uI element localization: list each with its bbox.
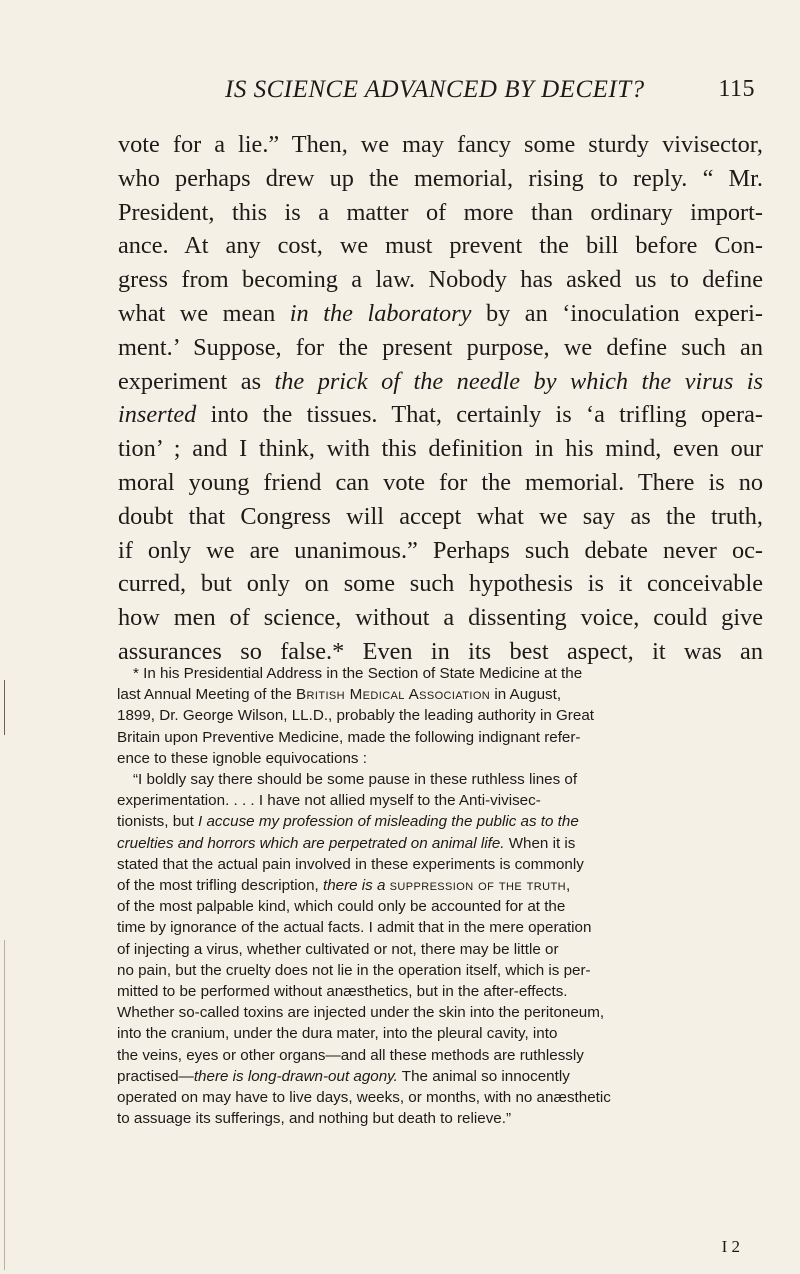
small-caps-run: suppression of the truth,	[389, 877, 571, 895]
footnote-line: Whether so-called toxins are injected under the skin into the peritoneum,	[117, 1004, 605, 1022]
italic-run: there is long-drawn-out agony.	[193, 1067, 398, 1085]
footnote-line: experimentation. . . . I have not allied myself to the Anti-vivisec-	[117, 792, 541, 810]
text-line: gress from becoming a law. Nobody has asked us to define	[118, 266, 763, 294]
footnote-line	[117, 875, 763, 896]
italic-run: in the laboratory	[289, 299, 472, 327]
text-line: moral young friend can vote for the memorial. There is no	[118, 468, 763, 496]
footnote-line	[117, 811, 763, 832]
footnote-line	[117, 1066, 763, 1087]
footnote-line: to assuage its sufferings, and nothing but death to relieve.”	[117, 1110, 512, 1128]
footnote	[117, 663, 763, 1129]
footnote-line: time by ignorance of the actual facts. I admit that in the mere operation	[117, 919, 592, 937]
text-run: last Annual Meeting of the	[117, 686, 296, 704]
text-line	[118, 365, 763, 399]
footnote-line	[117, 833, 763, 854]
footnote-line: * In his Presidential Address in the Section of State Medicine at the	[133, 665, 583, 682]
footnote-line: the veins, eyes or other organs—and all these methods are ruthlessly	[117, 1046, 584, 1064]
text-line: ance. At any cost, we must prevent the bill before Con-	[118, 232, 763, 260]
footnote-line: of the most palpable kind, which could only be accounted for at the	[117, 898, 566, 916]
italic-run: cruelties and horrors which are perpetrated on animal life.	[117, 834, 505, 852]
text-run: experiment as	[118, 367, 275, 395]
text-run: into the tissues. That, certainly is ‘a trifling opera-	[196, 401, 763, 429]
text-run: tionists, but	[117, 813, 199, 831]
text-line: doubt that Congress will accept what we say as the truth,	[118, 502, 763, 530]
text-line	[118, 398, 763, 432]
footnote-line: mitted to be performed without anæsthetics, but in the after-effects.	[117, 983, 568, 1001]
small-caps-run: British Medical Association	[296, 686, 491, 704]
running-head	[225, 76, 755, 116]
footnote-line: 1899, Dr. George Wilson, LL.D., probably the leading authority in Great	[117, 707, 594, 725]
margin-mark	[4, 680, 5, 735]
text-run: what we mean	[118, 299, 290, 327]
text-run: of the most trifling description,	[117, 877, 323, 895]
text-run: practised—	[117, 1067, 194, 1085]
italic-run: inserted	[118, 401, 197, 429]
footnote-line: of injecting a virus, whether cultivated or not, there may be little or	[117, 940, 559, 958]
text-line: how men of science, without a dissenting voice, could give	[118, 604, 763, 632]
margin-mark	[4, 940, 5, 1270]
text-run: by an ‘inoculation experi-	[471, 299, 763, 327]
main-text	[118, 128, 763, 669]
text-run: The animal so innocently	[397, 1067, 570, 1085]
text-line: who perhaps drew up the memorial, rising to reply. “ Mr.	[118, 164, 763, 192]
footnote-line: ence to these ignoble equivocations :	[117, 749, 367, 767]
text-line: if only we are unanimous.” Perhaps such debate never oc-	[118, 536, 763, 564]
running-title: IS SCIENCE ADVANCED BY DECEIT?	[225, 76, 645, 103]
text-line: assurances so false.* Even in its best aspect, it was an	[118, 637, 763, 665]
footnote-line: stated that the actual pain involved in these experiments is commonly	[117, 855, 584, 873]
text-line: ment.’ Suppose, for the present purpose, we define such an	[118, 333, 763, 361]
footnote-line	[117, 684, 763, 705]
footnote-line: Britain upon Preventive Medicine, made the following indignant refer-	[117, 728, 581, 746]
text-line: President, this is a matter of more than ordinary import-	[118, 198, 763, 226]
text-run: in August,	[490, 686, 562, 704]
italic-run: I accuse my profession of misleading the public as to the	[198, 813, 579, 831]
footnote-line: into the cranium, under the dura mater, into the pleural cavity, into	[117, 1025, 558, 1043]
footnote-line: no pain, but the cruelty does not lie in the operation itself, which is per-	[117, 961, 591, 979]
text-line: curred, but only on some such hypothesis is it conceivable	[118, 570, 763, 598]
footnote-line: “I boldly say there should be some pause in these ruthless lines of	[133, 771, 578, 789]
text-line	[118, 297, 763, 331]
text-line: tion’ ; and I think, with this definition in his mind, even our	[118, 435, 763, 463]
text-run: When it is	[504, 834, 576, 852]
italic-run: there is a	[322, 877, 390, 895]
italic-run: the prick of the needle by which the virus is	[274, 367, 763, 395]
text-line: vote for a lie.” Then, we may fancy some sturdy vivisector,	[118, 131, 763, 158]
page-number: 115	[718, 76, 755, 102]
signature-mark: I 2	[721, 1237, 740, 1256]
footnote-line: operated on may have to live days, weeks, or months, with no anæsthetic	[117, 1089, 611, 1107]
